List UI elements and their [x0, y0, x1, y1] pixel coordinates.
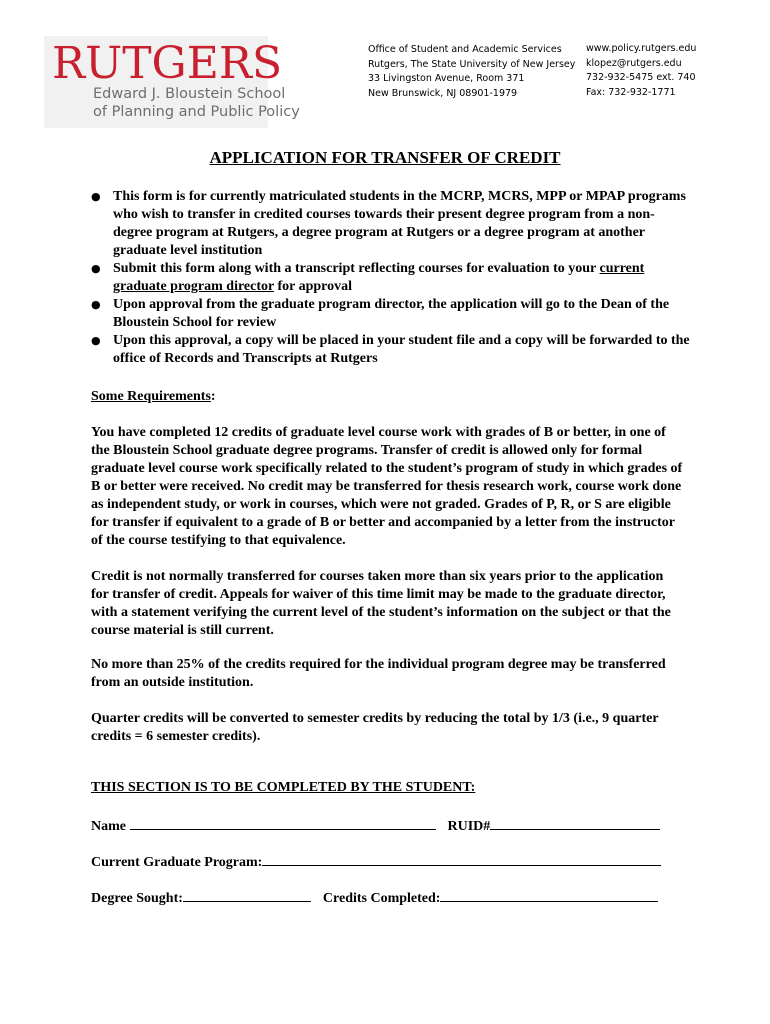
degree-field[interactable]: [183, 888, 311, 902]
requirement-paragraph-time-limit: Credit is not normally transferred for courses taken more than six years prior to the application for transfer of credit. Appeals for waiver of this time limit may be made to the graduate director, with a statement verifying the current level of the student’s information on the subject or that the course material is still current.: [91, 569, 671, 638]
requirements-heading-colon: :: [210, 389, 216, 404]
program-field[interactable]: [262, 852, 661, 866]
degree-credits-row: [91, 888, 658, 908]
office-contact: [586, 42, 696, 100]
list-item: [91, 260, 691, 296]
student-section-heading: THIS SECTION IS TO BE COMPLETED BY THE STUDENT:: [91, 780, 476, 795]
list-item: [91, 332, 691, 368]
rutgers-bloustein-logo: [44, 36, 300, 128]
ruid-field[interactable]: [490, 816, 660, 830]
name-label: Name: [91, 819, 130, 834]
bullet-text: Upon this approval, a copy will be placed in your student file and a copy will be forwarded to the office of Records and Transcripts at Rutgers: [113, 333, 690, 366]
logo-school-line2: of Planning and Public Policy: [93, 104, 300, 120]
list-item: [91, 296, 691, 332]
website-link[interactable]: www.policy.rutgers.edu: [586, 43, 697, 54]
address-line: Office of Student and Academic Services: [368, 44, 562, 55]
bullet-icon: ●: [91, 190, 101, 203]
logo-wordmark: RUTGERS: [52, 38, 283, 89]
bullet-text: This form is for currently matriculated students in the MCRP, MCRS, MPP or MPAP programs who wish to transfer in credited courses towards their present degree program from a non-degree program at Rutgers, a degree program at Rutgers or a degree program at another graduate level institution: [113, 189, 686, 258]
office-address: [368, 43, 575, 101]
instructions-list: [91, 188, 691, 368]
credits-field[interactable]: [440, 888, 658, 902]
requirements-heading-text: Some Requirements: [91, 389, 211, 404]
degree-label: Degree Sought:: [91, 891, 183, 906]
credits-label: Credits Completed:: [322, 891, 441, 906]
bullet-text-end: for approval: [273, 279, 353, 294]
ruid-label: RUID#: [447, 819, 491, 834]
bullet-icon: ●: [91, 262, 101, 275]
name-ruid-row: [91, 816, 660, 836]
address-line: Rutgers, The State University of New Jersey: [368, 58, 576, 70]
bullet-text: Upon approval from the graduate program director, the application will go to the Dean of the Bloustein School for review: [113, 297, 670, 330]
address-line: New Brunswick, NJ 08901-1979: [368, 87, 518, 99]
program-row: [91, 852, 661, 872]
email-link[interactable]: klopez@rutgers.edu: [586, 57, 682, 69]
bullet-icon: ●: [91, 298, 101, 311]
requirement-paragraph-limit: No more than 25% of the credits required for the individual program degree may be transferred from an outside institution.: [91, 657, 666, 690]
list-item: [91, 188, 691, 260]
program-label: Current Graduate Program:: [91, 855, 263, 870]
requirements-heading: [91, 388, 216, 406]
phone-number: 732-932-5475 ext. 740: [586, 72, 696, 83]
fax-number: Fax: 732-932-1771: [586, 86, 676, 98]
name-field[interactable]: [130, 816, 436, 830]
address-line: 33 Livingston Avenue, Room 371: [368, 73, 525, 84]
requirement-paragraph-credits: You have completed 12 credits of graduate level course work with grades of B or better, in one of the Bloustein School graduate degree programs. Transfer of credit is allowed only for formal graduate level course work specifically related to the student’s program of study in which grades of B or better were received. No credit may be transferred for thesis research work, course work done as independent study, or work in courses, which were not graded. Grades of P, R, or S are eligible for transfer if equivalent to a grade of B or better and accompanied by a letter from the instructor of the course testifying to that equivalence.: [91, 425, 683, 548]
requirement-paragraph-quarter: Quarter credits will be converted to semester credits by reducing the total by 1/3 (i.e., 9 quarter credits = 6 semester credits).: [91, 711, 659, 744]
bullet-text: Submit this form along with a transcript reflecting courses for evaluation to your: [113, 261, 596, 276]
program-director-text: current graduate program director: [113, 261, 645, 294]
logo-school-line1: Edward J. Bloustein School: [93, 86, 286, 102]
bullet-icon: ●: [91, 334, 101, 347]
page-title: APPLICATION FOR TRANSFER OF CREDIT: [209, 148, 561, 167]
